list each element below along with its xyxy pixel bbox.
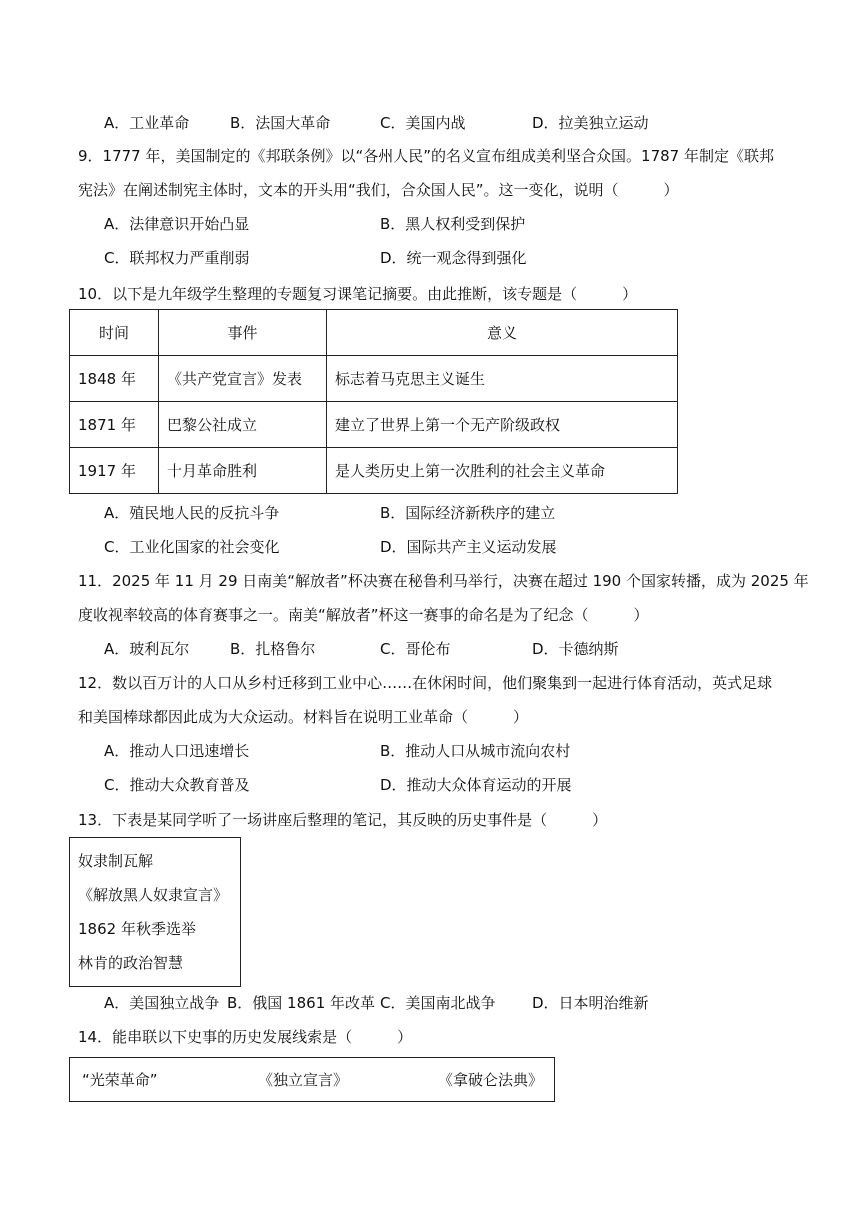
q8-option-d: D．拉美独立运动: [532, 114, 649, 132]
header-significance: 意义: [327, 310, 678, 356]
cell-event: 《共产党宣言》发表: [159, 356, 327, 402]
q13-note-item: 奴隶制瓦解: [78, 852, 154, 870]
q8-option-c: C．美国内战: [380, 114, 466, 132]
q14-stem: 14．能串联以下史事的历史发展线索是（ ）: [78, 1028, 413, 1046]
header-event: 事件: [159, 310, 327, 356]
header-time: 时间: [70, 310, 159, 356]
cell-time: 1917 年: [70, 448, 159, 494]
q14-event: 《拿破仑法典》: [438, 1071, 544, 1089]
q11-option-a: A．玻利瓦尔: [104, 640, 190, 658]
table-row: [70, 448, 678, 494]
q12-options-row1: [104, 740, 804, 762]
cell-significance: 建立了世界上第一个无产阶级政权: [327, 402, 678, 448]
q12-option-c: C．推动大众教育普及: [104, 776, 250, 794]
cell-significance: 是人类历史上第一次胜利的社会主义革命: [327, 448, 678, 494]
q12-stem-line2: 和美国棒球都因此成为大众运动。材料旨在说明工业革命（ ）: [78, 708, 529, 726]
q8-options: [104, 112, 804, 134]
q13-option-b: B．俄国 1861 年改革: [227, 994, 376, 1012]
q11-option-d: D．卡德纳斯: [532, 640, 619, 658]
cell-time: 1848 年: [70, 356, 159, 402]
q10-options-row1: [104, 502, 804, 524]
cell-event: 十月革命胜利: [159, 448, 327, 494]
q9-option-d: D．统一观念得到强化: [380, 249, 527, 267]
q11-option-b: B．扎格鲁尔: [230, 640, 316, 658]
q8-option-a: A．工业革命: [104, 114, 190, 132]
q13-stem: 13．下表是某同学听了一场讲座后整理的笔记，其反映的历史事件是（ ）: [78, 811, 608, 829]
q13-note-item: 《解放黑人奴隶宣言》: [78, 886, 229, 904]
q13-options: [104, 992, 804, 1014]
q12-option-a: A．推动人口迅速增长: [104, 742, 250, 760]
cell-event: 巴黎公社成立: [159, 402, 327, 448]
q10-stem: 10．以下是九年级学生整理的专题复习课笔记摘要。由此推断，该专题是（ ）: [78, 285, 638, 303]
q13-option-c: C．美国南北战争: [380, 994, 496, 1012]
q12-option-d: D．推动大众体育运动的开展: [380, 776, 572, 794]
q12-options-row2: [104, 774, 804, 796]
q12-stem-line1: 12．数以百万计的人口从乡村迁移到工业中心……在休闲时间，他们聚集到一起进行体育活动，英式足球: [78, 674, 773, 692]
q10-notes-table: [69, 309, 678, 494]
q13-note-item: 林肯的政治智慧: [78, 954, 184, 972]
q10-option-b: B．国际经济新秩序的建立: [380, 504, 556, 522]
q14-event: “光荣革命”: [82, 1071, 158, 1089]
q13-option-d: D．日本明治维新: [532, 994, 649, 1012]
q10-option-d: D．国际共产主义运动发展: [380, 538, 557, 556]
q9-option-c: C．联邦权力严重削弱: [104, 249, 250, 267]
q10-option-c: C．工业化国家的社会变化: [104, 538, 280, 556]
table-row: [70, 402, 678, 448]
cell-time: 1871 年: [70, 402, 159, 448]
q10-option-a: A．殖民地人民的反抗斗争: [104, 504, 280, 522]
q13-note-item: 1862 年秋季选举: [78, 920, 196, 938]
q14-event: 《独立宣言》: [258, 1071, 349, 1089]
q11-option-c: C．哥伦布: [380, 640, 451, 658]
q13-option-a: A．美国独立战争: [104, 994, 220, 1012]
q9-options-row2: [104, 247, 804, 269]
q10-options-row2: [104, 536, 804, 558]
q14-events-box: [69, 1057, 555, 1102]
cell-significance: 标志着马克思主义诞生: [327, 356, 678, 402]
table-header-row: [70, 310, 678, 356]
q9-options-row1: [104, 213, 804, 235]
q11-stem-line2: 度收视率较高的体育赛事之一。南美“解放者”杯这一赛事的命名是为了纪念（ ）: [78, 606, 649, 624]
q9-stem-line1: 9．1777 年，美国制定的《邦联条例》以“各州人民”的名义宣布组成美利坚合众国。1787 年制定《联邦: [78, 147, 774, 165]
q13-notes-box: [69, 837, 241, 987]
q9-option-b: B．黑人权利受到保护: [380, 215, 526, 233]
q9-stem-line2: 宪法》在阐述制宪主体时，文本的开头用“我们，合众国人民”。这一变化，说明（ ）: [78, 181, 679, 199]
q12-option-b: B．推动人口从城市流向农村: [380, 742, 571, 760]
q9-option-a: A．法律意识开始凸显: [104, 215, 250, 233]
q11-options: [104, 638, 804, 660]
table-row: [70, 356, 678, 402]
q11-stem-line1: 11．2025 年 11 月 29 日南美“解放者”杯决赛在秘鲁利马举行，决赛在超过 190 个国家转播，成为 2025 年: [78, 572, 809, 590]
q8-option-b: B．法国大革命: [230, 114, 331, 132]
